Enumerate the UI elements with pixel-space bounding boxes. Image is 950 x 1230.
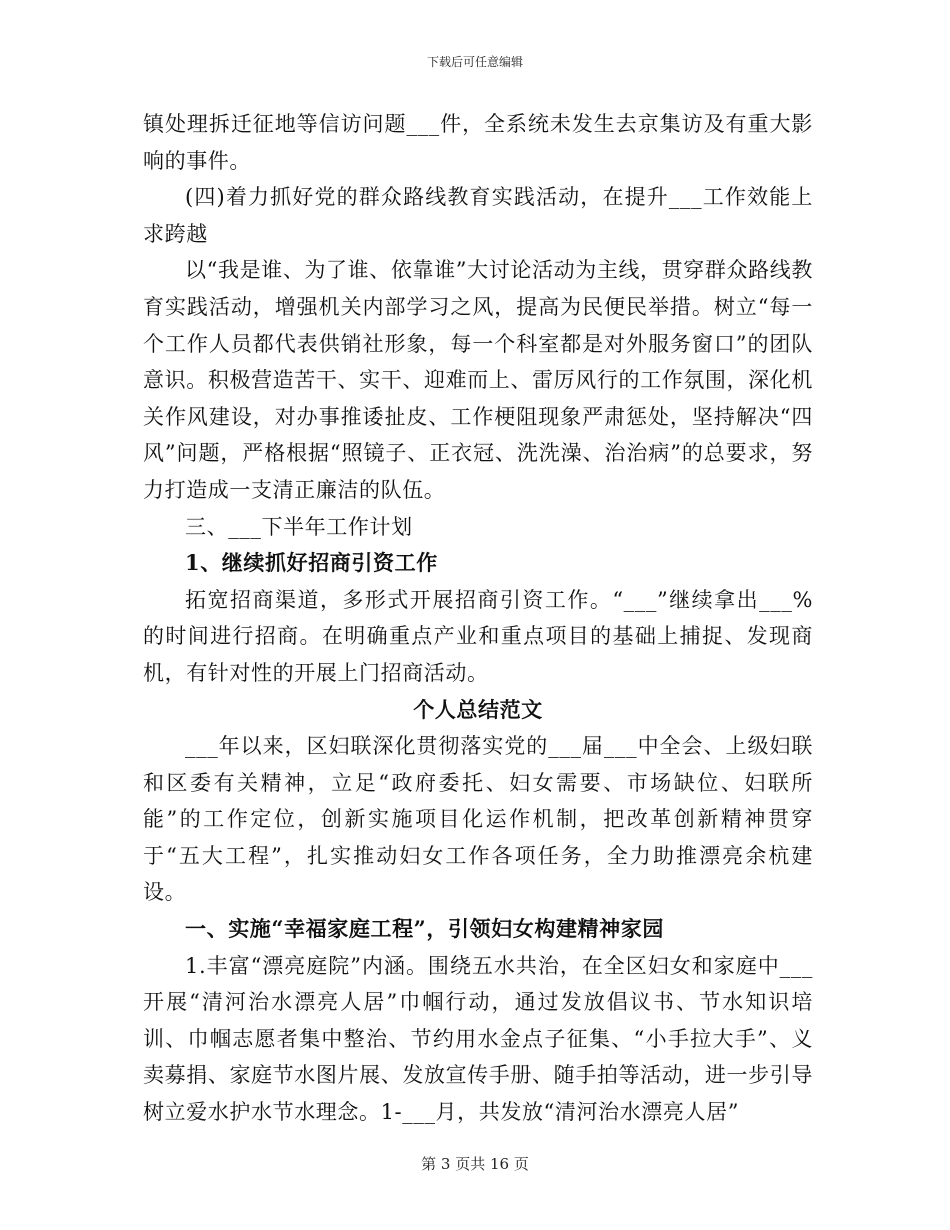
page-footer: 第 3 页共 16 页 bbox=[421, 1155, 529, 1173]
paragraph-intro: ___年以来，区妇联深化贯彻落实党的___届___中全会、上级妇联和区委有关精神，立足“政府委托、妇女需要、市场缺位、妇联所能”的工作定位，创新实施项目化运作机制，把改革创新精神贯穿于“五大工程”，扎实推动妇女工作各项任务，全力助推漂亮余杭建设。 bbox=[143, 734, 813, 905]
document-title: 个人总结范文 bbox=[413, 696, 543, 722]
paragraph-investment: 拓宽招商渠道，多形式开展招商引资工作。“___”继续拿出___%的时间进行招商。在明确重点产业和重点项目的基础上捕捉、发现商机，有针对性的开展上门招商活动。 bbox=[143, 587, 813, 685]
page-header: 下载后可任意编辑 bbox=[426, 55, 523, 69]
section-heading-three: 三、___下半年工作计划 bbox=[185, 514, 413, 539]
document-body bbox=[143, 106, 813, 1131]
section-heading-one: 一、实施“幸福家庭工程”，引领妇女构建精神家园 bbox=[185, 916, 664, 942]
paragraph-mass-line: 以“我是谁、为了谁、依靠谁”大讨论活动为主线，贯穿群众路线教育实践活动，增强机关内部学习之风，提高为民便民举措。树立“每一个工作人员都代表供销社形象，每一个科室都是对外服务窗口”的团队意识。积极营造苦干、实干、迎难而上、雷厉风行的工作氛围，深化机关作风建设，对办事推诿扯皮、工作梗阻现象严肃惩处，坚持解决“四风”问题，严格根据“照镜子、正衣冠、洗洗澡、治治病”的总要求，努力打造成一支清正廉洁的队伍。 bbox=[143, 258, 813, 502]
section-heading-four: (四)着力抓好党的群众路线教育实践活动，在提升___工作效能上求跨越 bbox=[143, 185, 813, 246]
subheading-investment: 1、继续抓好招商引资工作 bbox=[185, 550, 438, 576]
paragraph-petition-count: 镇处理拆迁征地等信访问题___件，全系统未发生去京集访及有重大影响的事件。 bbox=[143, 112, 813, 173]
paragraph-courtyard: 1.丰富“漂亮庭院”内涵。围绕五水共治，在全区妇女和家庭中___开展“清河治水漂亮人居”巾帼行动，通过发放倡议书、节水知识培训、巾帼志愿者集中整治、节约用水金点子征集、“小手拉大手”、义卖募捐、家庭节水图片展、发放宣传手册、随手拍等活动，进一步引导树立爱水护水节水理念。1-___月，共发放“清河治水漂亮人居” bbox=[143, 953, 813, 1125]
